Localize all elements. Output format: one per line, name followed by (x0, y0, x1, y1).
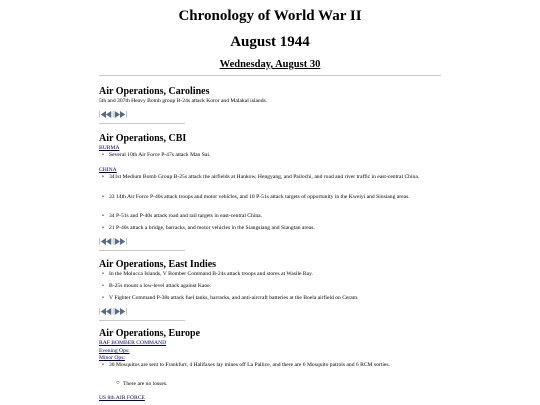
divider (99, 75, 441, 76)
link-evening-ops[interactable]: Evening Ops: (99, 348, 130, 354)
link-burma[interactable]: BURMA (99, 145, 120, 151)
double-right-arrow-icon[interactable] (114, 111, 126, 118)
section-title-carolines: Air Operations, Carolines (99, 86, 210, 97)
section-title-east-indies: Air Operations, East Indies (99, 259, 217, 270)
list-item: • Several 10th Air Force P-47s attack Man Sai. (102, 152, 211, 158)
section-text-carolines: 5th and 307th Heavy Bomb group B-24s attack Koror and Malakal islands. (99, 98, 268, 104)
list-item: • 34 P-51s and P-40s attack road and rail targets in east-central China. (102, 213, 263, 219)
double-left-arrow-icon[interactable] (100, 111, 112, 118)
double-right-arrow-icon[interactable] (114, 238, 126, 245)
page-title: Chronology of World War II (178, 8, 362, 24)
list-item: • B-25s mount a low-level attack against Kaoe. (102, 283, 212, 289)
link-china[interactable]: CHINA (99, 167, 117, 173)
divider (99, 123, 185, 124)
list-item: • 341st Medium Bomb Group B-25s attack the airfields at Hankow, Hengyang, and Pailochi, and road and river traffic in east-central China. (102, 174, 420, 180)
section-title-europe: Air Operations, Europe (99, 328, 201, 339)
double-left-arrow-icon[interactable] (100, 308, 112, 315)
section-nav: | | | (99, 110, 128, 118)
divider (99, 250, 185, 251)
list-item: • In the Molucca Islands, V Bomber Command B-24s attack troops and stores at Wasile Bay. (102, 271, 313, 277)
section-nav: | | | (99, 237, 128, 245)
list-item: ○ There are no losses. (116, 380, 168, 387)
link-us-8th-air-force[interactable]: US 8th AIR FORCE (99, 395, 145, 401)
double-left-arrow-icon[interactable] (100, 238, 112, 245)
section-nav: | | | (99, 307, 128, 315)
divider (99, 320, 185, 321)
list-item: • V Fighter Command P-38s attack fuel tanks, barracks, and anti-aircraft batteries at the Boela airfield on Ceram. (102, 295, 359, 301)
list-item: • 33 14th Air Force P-40s attack troops and motor vehicles, and 10 P-51s attack targets of opportunity in the Kweiyi and Sinsiang areas. (102, 194, 410, 200)
list-item: • 30 Mosquitos are sent to Frankfurt, 4 Halifaxes lay mines off La Pallice, and there are 6 Mosquito patrols and 6 RCM sorties. (102, 362, 390, 368)
link-raf-bomber-command[interactable]: RAF BOMBER COMMAND (99, 340, 167, 346)
section-title-cbi: Air Operations, CBI (99, 133, 187, 144)
double-right-arrow-icon[interactable] (114, 308, 126, 315)
link-minor-ops[interactable]: Minor Ops: (99, 355, 125, 361)
list-item: • 21 P-40s attack a bridge, barracks, and motor vehicles in the Siangsiang and Siangtan areas. (102, 225, 315, 231)
month-title: August 1944 (230, 34, 310, 50)
day-title: Wednesday, August 30 (219, 59, 321, 70)
